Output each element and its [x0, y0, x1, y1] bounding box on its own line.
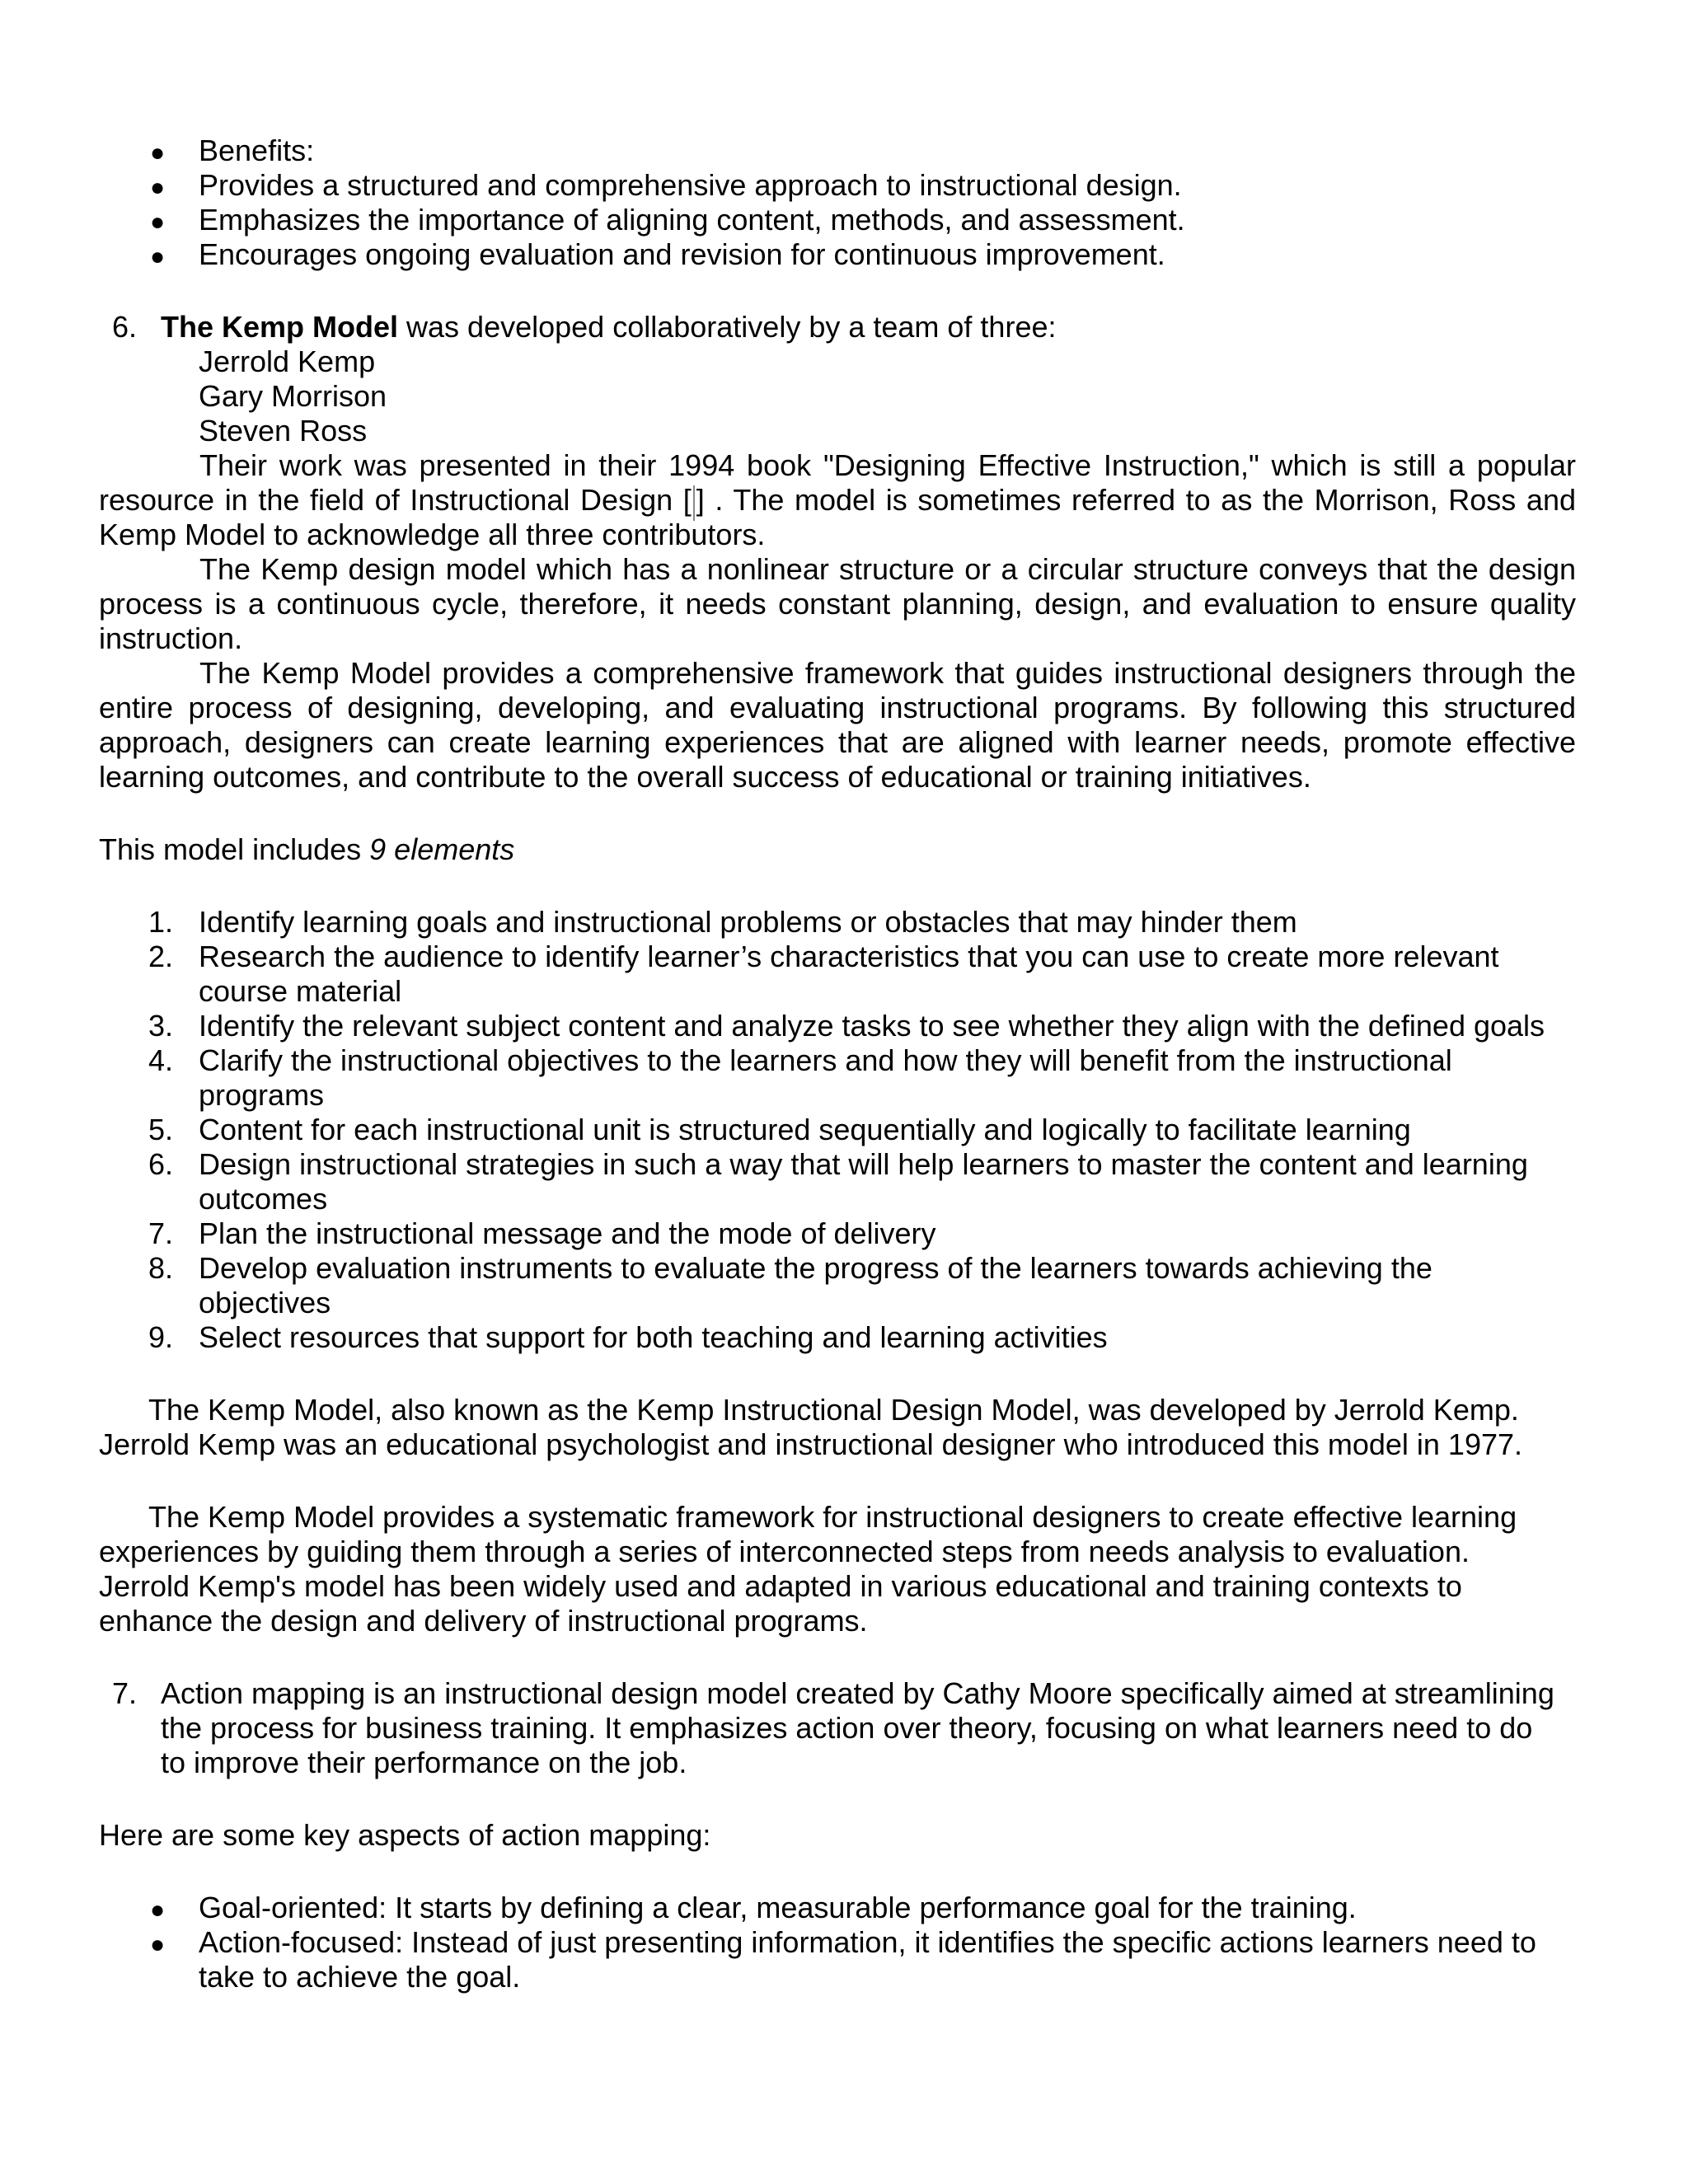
- list-item: Identify the relevant subject content and analyze tasks to see whether they align with the defined goals: [199, 1009, 1545, 1043]
- section-line: Action mapping is an instructional design model created by Cathy Moore specifically aimed at streamlining: [161, 1676, 1554, 1710]
- author-name: Gary Morrison: [199, 379, 387, 413]
- paragraph-line: Kemp Model to acknowledge all three contributors.: [99, 518, 766, 551]
- list-item: Develop evaluation instruments to evaluate the progress of the learners towards achieving the: [199, 1251, 1432, 1285]
- list-item: Clarify the instructional objectives to the learners and how they will benefit from the instructional: [199, 1043, 1452, 1077]
- list-number: 9.: [148, 1320, 174, 1354]
- list-item: Plan the instructional message and the mode of delivery: [199, 1216, 936, 1250]
- paragraph-line: Jerrold Kemp's model has been widely used and adapted in various educational and training contexts to: [99, 1569, 1462, 1603]
- paragraph-line: The Kemp Model provides a comprehensive framework that guides instructional designers through the: [199, 656, 1576, 690]
- list-item-continuation: take to achieve the goal.: [199, 1960, 521, 1994]
- paragraph-line: approach, designers can create learning experiences that are aligned with learner needs, promote effective: [99, 725, 1576, 759]
- aspects-intro: Here are some key aspects of action mapping:: [99, 1818, 711, 1852]
- list-item: Emphasizes the importance of aligning content, methods, and assessment.: [199, 203, 1185, 237]
- elements-intro: This model includes 9 elements: [99, 832, 515, 866]
- list-number: 8.: [148, 1251, 174, 1285]
- bullet-marker: ●: [150, 1896, 166, 1924]
- paragraph-line: Their work was presented in their 1994 book "Designing Effective Instruction," which is still a popular: [199, 448, 1576, 482]
- section-line: to improve their performance on the job.: [161, 1746, 687, 1779]
- list-item: Select resources that support for both teaching and learning activities: [199, 1320, 1108, 1354]
- paragraph-line: Jerrold Kemp was an educational psychologist and instructional designer who introduced this model in 1977.: [99, 1427, 1523, 1461]
- author-name: Jerrold Kemp: [199, 344, 376, 378]
- list-number: 7.: [148, 1216, 174, 1250]
- list-item-continuation: objectives: [199, 1286, 331, 1319]
- bullet-marker: ●: [150, 174, 166, 201]
- paragraph-line: resource in the field of Instructional Design [ ] . The model is sometimes referred to as the Morrison, Ross and: [99, 483, 1576, 521]
- paragraph-line: instruction.: [99, 621, 243, 655]
- section-number: 6.: [112, 310, 138, 344]
- bullet-marker: ●: [150, 243, 166, 270]
- paragraph-line: experiences by guiding them through a series of interconnected steps from needs analysis to evaluation.: [99, 1535, 1470, 1568]
- section-title: The Kemp Model: [161, 310, 399, 344]
- paragraph-line: learning outcomes, and contribute to the overall success of educational or training initiatives.: [99, 760, 1311, 794]
- list-number: 2.: [148, 940, 174, 973]
- list-item: Content for each instructional unit is structured sequentially and logically to facilitate learning: [199, 1113, 1411, 1146]
- paragraph-line: enhance the design and delivery of instructional programs.: [99, 1604, 868, 1638]
- list-item: Goal-oriented: It starts by defining a clear, measurable performance goal for the training.: [199, 1891, 1357, 1924]
- list-number: 4.: [148, 1043, 174, 1077]
- list-item-continuation: outcomes: [199, 1182, 328, 1216]
- list-item: Research the audience to identify learner’s characteristics that you can use to create more relevant: [199, 940, 1499, 973]
- paragraph-line: process is a continuous cycle, therefore, it needs constant planning, design, and evaluation to ensure quality: [99, 587, 1576, 621]
- bullet-marker: ●: [150, 209, 166, 236]
- author-name: Steven Ross: [199, 414, 368, 448]
- section-heading: [161, 310, 1056, 344]
- list-number: 1.: [148, 905, 174, 939]
- list-number: 5.: [148, 1113, 174, 1146]
- paragraph-line: The Kemp design model which has a nonlinear structure or a circular structure conveys that the design: [199, 552, 1576, 586]
- list-item: Provides a structured and comprehensive approach to instructional design.: [199, 168, 1182, 202]
- section-intro: was developed collaboratively by a team of three:: [398, 310, 1057, 344]
- list-item: Identify learning goals and instructional problems or obstacles that may hinder them: [199, 905, 1297, 939]
- benefits-heading: Benefits:: [199, 134, 315, 167]
- paragraph-line: The Kemp Model provides a systematic framework for instructional designers to create effective learning: [148, 1500, 1517, 1534]
- section-line: the process for business training. It emphasizes action over theory, focusing on what learners need to do: [161, 1711, 1533, 1745]
- paragraph-line: entire process of designing, developing, and evaluating instructional programs. By following this structured: [99, 691, 1576, 724]
- citation-icon: [693, 485, 695, 521]
- bullet-marker: ●: [150, 139, 166, 166]
- list-item-continuation: programs: [199, 1078, 325, 1112]
- elements-count: 9 elements: [369, 832, 515, 866]
- list-item: Action-focused: Instead of just presenting information, it identifies the specific actions learners need to: [199, 1925, 1536, 1959]
- list-number: 3.: [148, 1009, 174, 1043]
- bullet-marker: ●: [150, 1931, 166, 1958]
- section-number: 7.: [112, 1676, 138, 1710]
- list-item: Design instructional strategies in such a way that will help learners to master the content and learning: [199, 1147, 1528, 1181]
- list-item-continuation: course material: [199, 974, 402, 1008]
- list-number: 6.: [148, 1147, 174, 1181]
- paragraph-line: The Kemp Model, also known as the Kemp Instructional Design Model, was developed by Jerrold Kemp.: [148, 1393, 1519, 1427]
- list-item: Encourages ongoing evaluation and revision for continuous improvement.: [199, 237, 1165, 271]
